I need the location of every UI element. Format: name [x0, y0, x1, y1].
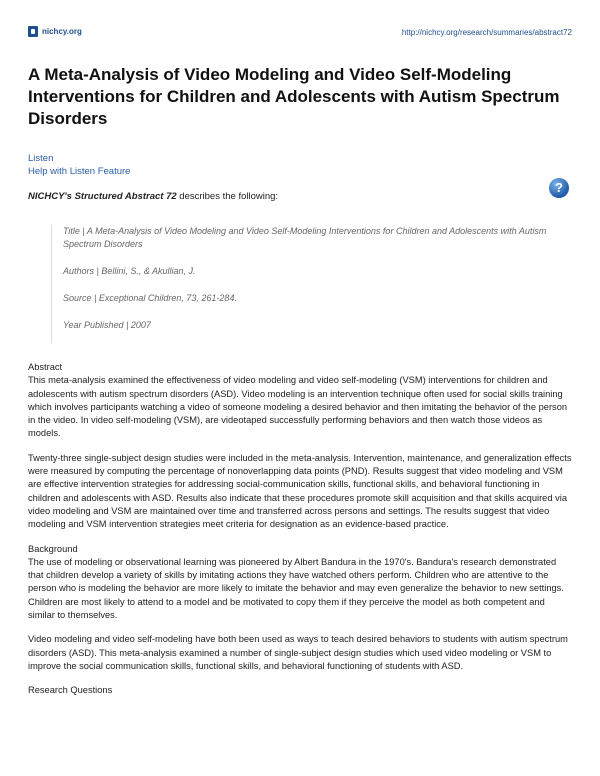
intro-line: [28, 191, 278, 202]
help-question-icon[interactable]: ?: [549, 178, 569, 198]
page-url-link[interactable]: http://nichcy.org/research/summaries/abstract72: [401, 28, 572, 37]
background-heading: Background: [28, 543, 78, 554]
page-header: [28, 26, 572, 42]
intro-bold: NICHCY's Structured Abstract 72: [28, 191, 177, 202]
listen-link[interactable]: Listen: [28, 153, 54, 164]
background-section: [28, 543, 574, 623]
research-questions-heading: Research Questions: [28, 685, 113, 696]
research-questions-section: [28, 684, 574, 697]
background-paragraph-2: Video modeling and video self-modeling have both been used as ways to teach desired behaviors to students with autism spectrum disorders (ASD). This meta-analysis examined a number of single-subject design studies which used video modeling or VSM to improve the social communication skills, functional skills, and behavioral functioning of students with ASD.: [28, 634, 568, 671]
citation-source: Source | Exceptional Children, 73, 261-284.: [63, 293, 237, 303]
abstract-paragraph-1: This meta-analysis examined the effectiveness of video modeling and video self-modeling (VSM) interventions for children and adolescents with autism spectrum disorders (ASD). Video modeling is an intervention technique often used for social skills training which involves participants watching a video of someone modeling a desired behavior and then imitating the behavior of the person in the video. In video self-modeling (VSM), are videotaped successfully performing behaviors and then watch those videos as models.: [28, 375, 568, 439]
nichcy-logo-icon: [28, 26, 38, 37]
site-name: nichcy.org: [42, 27, 82, 36]
citation-block: [51, 225, 555, 343]
citation-title: Title | A Meta-Analysis of Video Modeling and Video Self-Modeling Interventions for Children and Adolescents with Autism Spectrum Disorders: [63, 226, 547, 249]
page-title: A Meta-Analysis of Video Modeling and Video Self-Modeling Interventions for Children and Adolescents with Autism Spectrum Disorders: [28, 65, 560, 128]
intro-rest: describes the following:: [176, 191, 279, 202]
citation-year: Year Published | 2007: [63, 320, 151, 330]
help-listen-link[interactable]: Help with Listen Feature: [28, 166, 131, 177]
citation-authors: Authors | Bellini, S., & Akullian, J.: [63, 266, 196, 276]
abstract-section: [28, 361, 574, 441]
abstract-paragraph-2: Twenty-three single-subject design studies were included in the meta-analysis. Intervention, maintenance, and generalization effects were measured by computing the percentage of nonoverlapping data points (PND). Results suggest that video modeling and VSM are effective intervention strategies for addressing social-communication skills, functional skills, and behavioral functioning in children and adolescents with ASD. Results also indicate that these procedures promote skill acquisition and that skills acquired via video modeling and VSM are maintained over time and transferred across persons and settings. The results suggest that video modeling and VSM intervention strategies meet criteria for designation as an evidence-based practice.: [28, 452, 572, 530]
article-body: [28, 361, 574, 709]
abstract-heading: Abstract: [28, 362, 63, 372]
background-paragraph-1: The use of modeling or observational learning was pioneered by Albert Bandura in the 1970's. Bandura's research demonstrated that children develop a variety of skills by imitating actions they have watched others perform. Children who are attentive to the person who is modeling the behavior are more likely to imitate the behavior and may even generalize the behavior to new settings. Children are most likely to attend to a model and be motivated to copy them if they perceive the model as both competent and similar to themselves.: [28, 556, 564, 621]
site-brand[interactable]: [28, 26, 82, 37]
listen-links: [28, 152, 130, 178]
